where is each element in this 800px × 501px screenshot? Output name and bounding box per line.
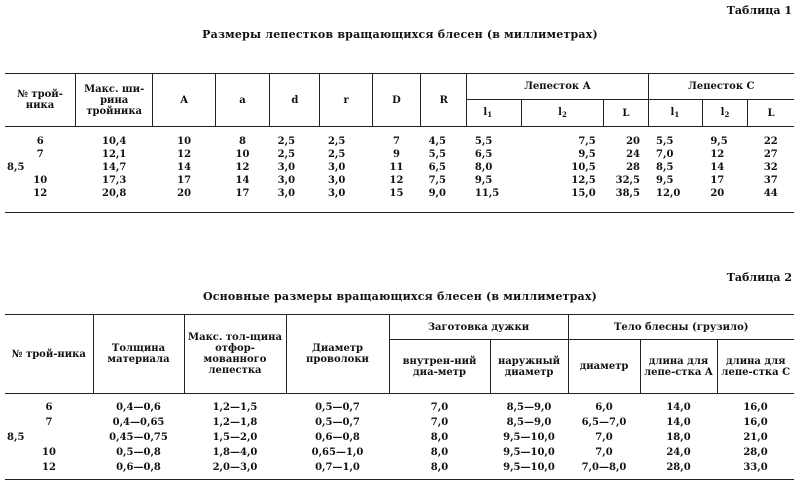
t2-header-len-a: длина для лепе-стка А <box>640 340 717 394</box>
table-row: 7 12,1 12 10 2,5 2,5 9 5,5 6,5 9,5 24 7,0 12 27 <box>36 149 778 160</box>
t1-header-R: R <box>421 74 467 127</box>
table-row: 10 17,3 17 14 3,0 3,0 12 7,5 9,5 12,5 32,5 9,5 17 37 <box>33 175 778 186</box>
table-row: 8,5 14,7 14 12 3,0 3,0 11 6,5 8,0 10,5 28 8,5 14 32 <box>7 162 778 173</box>
t1-header-petal-a: Лепесток А <box>467 74 648 100</box>
t2-header-diam: диаметр <box>568 340 640 394</box>
t1-header-c-L: L <box>748 100 794 127</box>
table1-title: Размеры лепестков вращающихся блесен (в миллиметрах) <box>202 28 598 41</box>
table-row: 6 10,4 10 8 2,5 2,5 7 4,5 5,5 7,5 20 5,5 9,5 22 <box>36 136 778 147</box>
t1-header-D: D <box>372 74 420 127</box>
t2-header-body: Тело блесны (грузило) <box>568 315 794 340</box>
table2 <box>5 314 794 480</box>
t2-header-blank: Заготовка дужки <box>389 315 568 340</box>
t1-header-treble-no: № трой-ника <box>5 74 75 127</box>
t1-header-a-l1: $l_1$ <box>467 100 521 127</box>
table-row: 12 20,8 20 17 3,0 3,0 15 9,0 11,5 15,0 38,5 12,0 20 44 <box>33 188 778 199</box>
table-row: 6 0,4—0,6 1,2—1,5 0,5—0,7 7,0 8,5—9,0 6,0 14,0 16,0 <box>45 402 768 413</box>
table-row: 10 0,5—0,8 1,8—4,0 0,65—1,0 8,0 9,5—10,0 7,0 24,0 28,0 <box>42 447 768 458</box>
t2-header-max-petal: Макс. тол-щина отфор-мованного лепестка <box>184 315 286 394</box>
table-row: 8,5 0,45—0,75 1,5—2,0 0,6—0,8 8,0 9,5—10,0 7,0 18,0 21,0 <box>7 432 768 443</box>
t2-header-len-c: длина для лепе-стка С <box>717 340 794 394</box>
table2-label: Таблица 2 <box>726 271 792 284</box>
t1-header-c-l2: $l_2$ <box>702 100 747 127</box>
t1-header-r: r <box>320 74 372 127</box>
t1-header-a: a <box>215 74 269 127</box>
table-row: 12 0,6—0,8 2,0—3,0 0,7—1,0 8,0 9,5—10,0 7,0—8,0 28,0 33,0 <box>42 462 768 473</box>
t2-header-wire: Диаметр проволоки <box>286 315 389 394</box>
t1-header-a-L: L <box>604 100 648 127</box>
t1-header-max-width: Макс. ши-рина тройника <box>75 74 152 127</box>
t1-header-a-l2: $l_2$ <box>521 100 604 127</box>
t1-header-A: A <box>153 74 215 127</box>
t2-header-thickness: Толщина материала <box>93 315 184 394</box>
table2-title: Основные размеры вращающихся блесен (в миллиметрах) <box>202 290 598 303</box>
t2-header-inner: внутрен-ний диа-метр <box>389 340 490 394</box>
t1-header-d: d <box>270 74 320 127</box>
t1-header-c-l1: $l_1$ <box>648 100 702 127</box>
table1-label: Таблица 1 <box>726 4 792 17</box>
table-row: 7 0,4—0,65 1,2—1,8 0,5—0,7 7,0 8,5—9,0 6,5—7,0 14,0 16,0 <box>45 417 768 428</box>
t2-header-treble-no: № трой-ника <box>5 315 93 394</box>
t2-header-outer: наружный диаметр <box>490 340 568 394</box>
t1-header-petal-c: Лепесток С <box>648 74 794 100</box>
table1 <box>5 73 794 213</box>
